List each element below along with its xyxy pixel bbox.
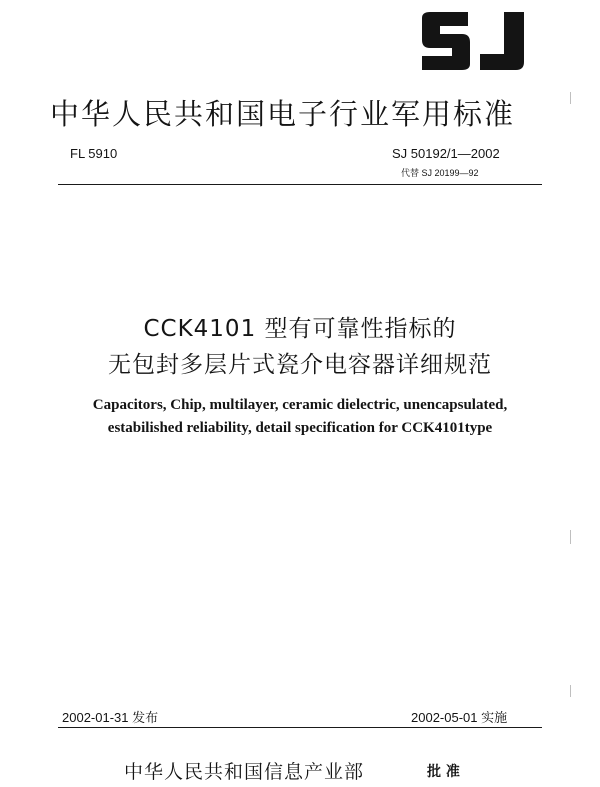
replaces-standard: 代替 SJ 20199—92 (401, 168, 479, 178)
scan-mark (570, 92, 571, 104)
standard-number: SJ 50192/1—2002 (392, 146, 500, 161)
fl-code: FL 5910 (70, 146, 118, 161)
bottom-divider (58, 727, 542, 728)
implementation-date: 2002-05-01 实施 (411, 710, 508, 725)
scan-mark (570, 530, 571, 544)
sj-logo (418, 10, 528, 72)
document-title-en-line2: estabilished reliability, detail specification for CCK4101type (107, 420, 493, 436)
top-divider (58, 184, 542, 185)
document-title-en-line1: Capacitors, Chip, multilayer, ceramic dielectric, unencapsulated, (92, 397, 508, 413)
issue-date: 2002-01-31 发布 (62, 710, 159, 725)
scan-mark (570, 685, 571, 697)
approve-label: 批 准 (427, 764, 460, 780)
document-title-cn-line2: 无包封多层片式瓷介电容器详细规范 (108, 352, 492, 378)
standard-category-title: 中华人民共和国电子行业军用标准 (50, 97, 516, 131)
publisher: 中华人民共和国信息产业部 (124, 761, 365, 783)
document-title-cn-line1: CCK4101 型有可靠性指标的 (143, 316, 457, 342)
